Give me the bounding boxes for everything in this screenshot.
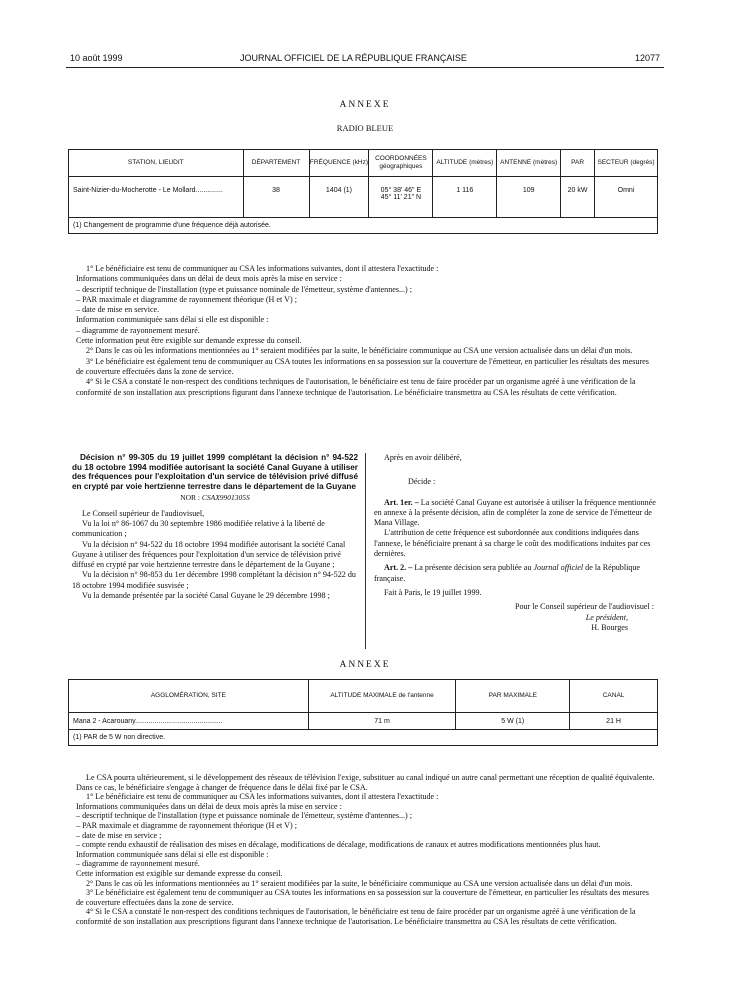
- coordinates-cell: [369, 177, 433, 218]
- paragraph: 3° Le bénéficiaire est également tenu de communiquer au CSA toutes les informations en sa possession sur la couverture de l'émetteur, en particulier les résultats des mesures de couverture effectuées dans la zone de service.: [76, 356, 649, 376]
- paragraph: – compte rendu exhaustif de réalisation des mises en décalage, modifications de décalage, modifications de canaux et autres modifications mentionnées plus haut.: [76, 840, 601, 850]
- frequence-cell: 1404 (1): [309, 177, 369, 218]
- nor-reference: [72, 493, 358, 503]
- column-header: ANTENNE (mètres): [497, 150, 561, 177]
- article-1-text: La société Canal Guyane est autorisée à utiliser la fréquence mentionnée en annexe à la présente décision, afin de compléter la zone de service de l'émetteur de Mana Village.: [374, 497, 656, 528]
- column-header: STATION, LIEUDIT: [69, 150, 244, 177]
- table-note: (1) Changement de programme d'une fréquence déjà autorisée.: [69, 218, 658, 234]
- paragraph: Cette information est exigible sur demande expresse du conseil.: [76, 868, 283, 878]
- paragraph: 4° Si le CSA a constaté le non-respect des conditions techniques de l'autorisation, le bénéficiaire est tenu de faire procéder par un organisme agréé à une vérification de la conformité de son installation aux prescriptions figurant dans l'annexe technique de l'autorisation. Le bénéficiaire transmettra au CSA les résultats de cette vérification.: [76, 907, 636, 926]
- paragraph: 2° Dans le cas où les informations mentionnées au 1° seraient modifiées par la suite, le bénéficiaire communique au CSA une version actualisée dans un délai d'un mois.: [86, 878, 633, 888]
- site-cell: Mana 2 - Acarouany.............................................: [69, 713, 309, 730]
- paragraph: – PAR maximale et diagramme de rayonnement théorique (H et V) ;: [76, 820, 297, 830]
- paragraph: Vu la décision n° 94-522 du 18 octobre 1994 modifiée autorisant la société Canal Guyane à utiliser des fréquences pour l'exploitation d'un service de télévision privé diffusé en crypté par voie hertzienne terrestre dans le département de la Guyane ;: [72, 539, 346, 570]
- nor-label: NOR :: [180, 493, 202, 503]
- column-header: PAR: [561, 150, 595, 177]
- altitude-cell: 71 m: [308, 713, 456, 730]
- paragraph: – diagramme de rayonnement mesuré.: [76, 859, 200, 869]
- table-header-row: [69, 150, 658, 177]
- article-2-text-a: La présente décision sera publiée au: [414, 563, 534, 573]
- article-2: [374, 563, 658, 584]
- column-header: ALTITUDE (mètres): [433, 150, 497, 177]
- paragraph: Information communiquée sans délai si elle est disponible :: [76, 315, 269, 325]
- canal-cell: 21 H: [570, 713, 658, 730]
- decision-right-column: [374, 453, 658, 633]
- paragraph: Informations communiquées dans un délai de deux mois après la mise en service :: [76, 801, 342, 811]
- article-1-label: Art. 1er. –: [384, 497, 419, 507]
- paragraph: 2° Dans le cas où les informations mentionnées au 1° seraient modifiées par la suite, le bénéficiaire communique au CSA une version actualisée dans un délai d'un mois.: [86, 346, 633, 356]
- article-2-journal: Journal officiel: [533, 563, 584, 573]
- article-2-text-b: de la République française.: [374, 563, 641, 583]
- coordinate-longitude: 05° 38' 46" E: [380, 187, 422, 194]
- table-note-row: [69, 218, 658, 234]
- paragraph: Vu la demande présentée par la société Canal Guyane le 29 décembre 1998 ;: [82, 591, 330, 601]
- signature-name: H. Bourges: [591, 622, 628, 632]
- column-divider: [365, 453, 366, 649]
- paragraph: – PAR maximale et diagramme de rayonnement théorique (H et V) ;: [76, 294, 297, 304]
- paragraph: 3° Le bénéficiaire est également tenu de communiquer au CSA toutes les informations en sa possession sur la couverture de l'émetteur, en particulier les résultats des mesures de couverture effectuées dans la zone de service.: [76, 888, 649, 907]
- header-rule: [66, 67, 664, 68]
- done-at: Fait à Paris, le 19 juillet 1999.: [384, 587, 482, 597]
- paragraph: Après en avoir délibéré,: [384, 453, 462, 462]
- paragraph: Informations communiquées dans un délai de deux mois après la mise en service :: [76, 274, 342, 284]
- signature-line: Pour le Conseil supérieur de l'audiovisuel :: [514, 602, 654, 612]
- annex2-title: ANNEXE: [339, 660, 391, 670]
- header-title: JOURNAL OFFICIEL DE LA RÉPUBLIQUE FRANÇAISE: [240, 53, 467, 63]
- coordinate-latitude: 45° 11' 21" N: [380, 194, 422, 201]
- station-cell: Saint-Nizier-du-Mocherotte - Le Mollard..............: [69, 177, 244, 218]
- paragraph: Le CSA pourra ultérieurement, si le développement des réseaux de télévision l'exige, substituer au canal indiqué un autre canal permettant une réception de qualité équivalente. Dans ce cas, le bénéficiaire s'engage à changer de fréquence dans le délai fixé par le CSA.: [76, 773, 655, 792]
- decide-heading: Décide :: [408, 477, 436, 487]
- signature-title: Le président,: [585, 612, 628, 622]
- secteur-cell: Omni: [595, 177, 658, 218]
- page-header: [70, 53, 660, 67]
- column-header: SECTEUR (degrés): [595, 150, 658, 177]
- annex2-table: [68, 679, 658, 746]
- paragraph: L'attribution de cette fréquence est subordonnée aux conditions indiquées dans l'annexe, le bénéficiaire prenant à sa charge le coût des modifications induites par ces dernières.: [374, 528, 651, 559]
- antenne-cell: 109: [497, 177, 561, 218]
- par-cell: 20 kW: [561, 177, 595, 218]
- column-header: AGGLOMÉRATION, SITE: [69, 680, 309, 713]
- paragraph: Le Conseil supérieur de l'audiovisuel,: [82, 508, 205, 518]
- annex1-subtitle: RADIO BLEUE: [336, 123, 394, 133]
- paragraph: – date de mise en service ;: [76, 830, 162, 840]
- column-header: FRÉQUENCE (kHz): [309, 150, 369, 177]
- table-note-row: [69, 730, 658, 746]
- annex1-conditions: [76, 264, 656, 398]
- paragraph: Cette information peut être exigible sur demande expresse du conseil.: [76, 336, 302, 346]
- column-header: COORDONNÉES géographiques: [369, 150, 433, 177]
- nor-code: CSAX9901305S: [201, 493, 250, 503]
- paragraph: Vu la décision n° 98-853 du 1er décembre 1998 complétant la décision n° 94-522 du 18 octobre 1994 modifiée susvisée ;: [72, 570, 356, 590]
- table-header-row: [69, 680, 658, 713]
- article-1: [374, 498, 658, 529]
- paragraph: – descriptif technique de l'installation (type et puissance nominale de l'émetteur, système d'antennes...) ;: [76, 284, 413, 294]
- annex2-conditions: [76, 773, 656, 927]
- column-header: CANAL: [570, 680, 658, 713]
- column-header: PAR MAXIMALE: [456, 680, 570, 713]
- header-page-number: 12077: [634, 53, 660, 63]
- column-header: ALTITUDE MAXIMALE de l'antenne: [308, 680, 456, 713]
- paragraph: – descriptif technique de l'installation (type et puissance nominale de l'émetteur, système d'antennes...) ;: [76, 811, 413, 821]
- table-note: (1) PAR de 5 W non directive.: [69, 730, 658, 746]
- article-2-label: Art. 2. –: [384, 563, 413, 573]
- paragraph: 1° Le bénéficiaire est tenu de communiquer au CSA les informations suivantes, dont il attestera l'exactitude :: [86, 792, 439, 802]
- table-row: [69, 713, 658, 730]
- paragraph: – date de mise en service.: [76, 305, 160, 315]
- annex1-table: [68, 149, 658, 234]
- paragraph: 1° Le bénéficiaire est tenu de communiquer au CSA les informations suivantes, dont il attestera l'exactitude :: [86, 264, 439, 273]
- annex1-title: ANNEXE: [339, 100, 391, 110]
- altitude-cell: 1 116: [433, 177, 497, 218]
- decision-left-column: [72, 453, 358, 601]
- header-date: 10 août 1999: [70, 53, 123, 63]
- par-cell: 5 W (1): [456, 713, 570, 730]
- paragraph: – diagramme de rayonnement mesuré.: [76, 325, 200, 335]
- paragraph: 4° Si le CSA a constaté le non-respect des conditions techniques de l'autorisation, le bénéficiaire est tenu de faire procéder par un organisme agréé à une vérification de la conformité de son installation aux prescriptions figurant dans l'annexe technique de l'autorisation. Le bénéficiaire transmettra au CSA les résultats de cette vérification.: [76, 377, 636, 397]
- paragraph: Information communiquée sans délai si elle est disponible :: [76, 849, 269, 859]
- column-header: DÉPARTEMENT: [243, 150, 309, 177]
- decision-title: Décision n° 99-305 du 19 juillet 1999 complétant la décision n° 94-522 du 18 octobre 1994 modifiée autorisant la société Canal Guyane à utiliser des fréquences pour l'exploitation d'un service de télévision privé diffusé en crypté par voie hertzienne terrestre dans le département de la Guyane: [72, 453, 358, 491]
- table-row: [69, 177, 658, 218]
- paragraph: Vu la loi n° 86-1067 du 30 septembre 1986 modifiée relative à la liberté de communication ;: [72, 518, 325, 539]
- departement-cell: 38: [243, 177, 309, 218]
